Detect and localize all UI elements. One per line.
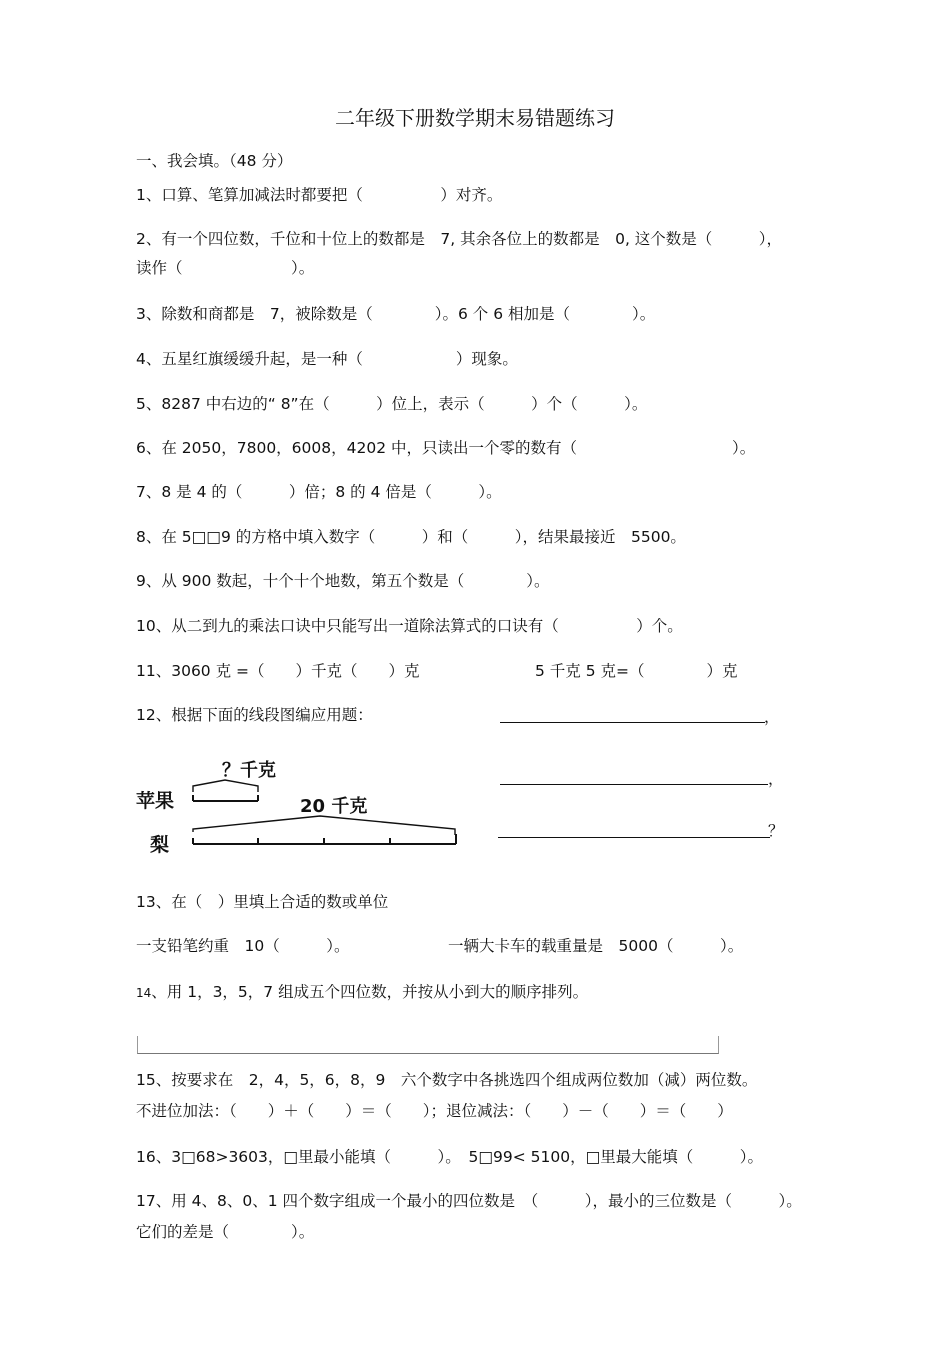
- question-14-number: 14: [136, 986, 152, 1000]
- pear-label: 梨: [150, 834, 170, 856]
- question-11-part-b: 5 千克 5 克=（ ）克: [535, 662, 738, 680]
- section-heading: 一、我会填。（48 分）: [136, 152, 293, 170]
- answer-line-1[interactable]: [500, 722, 765, 723]
- line-segment-diagram: [130, 750, 470, 865]
- apple-brace: [193, 780, 258, 792]
- question-2-line-1: 2、有一个四位数，千位和十位上的数都是 7, 其余各位上的数都是 0, 这个数是（ ），: [136, 230, 783, 248]
- question-16: 16、3□68>3603，□里最小能填（ ）。 5□99< 5100，□里最大能填（ ）。: [136, 1148, 764, 1166]
- answer-line-1-comma: ，: [764, 708, 780, 726]
- apple-label: 苹果: [136, 790, 175, 812]
- question-2-line-2: 读作（ ）。: [136, 259, 315, 277]
- apple-segment: [193, 795, 258, 801]
- question-1: 1、口算、笔算加减法时都要把（ ）对齐。: [136, 186, 503, 204]
- question-9: 9、从 900 数起，十个十个地数，第五个数是（ ）。: [136, 572, 550, 590]
- page-title: 二年级下册数学期末易错题练习: [335, 106, 615, 130]
- question-4: 4、五星红旗缓缓升起，是一种（ ）现象。: [136, 350, 518, 368]
- question-3: 3、除数和商都是 7，被除数是（ ）。6 个 6 相加是（ ）。: [136, 305, 656, 323]
- question-13-part-b: 一辆大卡车的载重量是 5000（ ）。: [448, 937, 744, 955]
- question-7: 7、8 是 4 的（ ）倍；8 的 4 倍是（ ）。: [136, 483, 502, 501]
- pear-weight-label: 20 千克: [300, 796, 368, 817]
- question-17-line-1: 17、用 4、8、0、1 四个数字组成一个最小的四位数是 （ ），最小的三位数是（ ）。: [136, 1192, 802, 1210]
- answer-line-2[interactable]: [500, 784, 768, 785]
- question-10: 10、从二到九的乘法口诀中只能写出一道除法算式的口诀有（ ）个。: [136, 617, 683, 635]
- answer-line-2-comma: ，: [768, 770, 784, 788]
- question-15-line-1: 15、按要求在 2，4，5，6，8，9 六个数字中各挑选四个组成两位数加（减）两位数。: [136, 1071, 758, 1089]
- question-11-part-a: 11、3060 克 =（ ）千克（ ）克: [136, 662, 420, 680]
- question-14: [136, 981, 588, 1004]
- question-17-line-2: 它们的差是（ ）。: [136, 1223, 315, 1241]
- pear-brace: [193, 816, 455, 835]
- question-14-answer-area[interactable]: [137, 1036, 719, 1054]
- question-12: 12、根据下面的线段图编应用题：: [136, 706, 373, 724]
- question-6: 6、在 2050，7800，6008，4202 中，只读出一个零的数有（ ）。: [136, 439, 756, 457]
- question-13-part-a: 一支铅笔约重 10（ ）。: [136, 937, 350, 955]
- apple-weight-label: ？千克: [222, 760, 276, 781]
- answer-line-3-question-mark: ？: [768, 822, 784, 840]
- question-8: 8、在 5□□9 的方格中填入数字（ ）和（ ），结果最接近 5500。: [136, 528, 686, 546]
- question-15-line-2: 不进位加法：（ ）＋（ ）＝（ ）；退位减法：（ ）－（ ）＝（ ）: [136, 1102, 733, 1120]
- pear-segment: [193, 834, 456, 844]
- question-13: 13、在（ ）里填上合适的数或单位: [136, 893, 389, 911]
- answer-line-3[interactable]: [498, 837, 770, 838]
- question-14-text: 、用 1，3，5，7 组成五个四位数，并按从小到大的顺序排列。: [151, 983, 589, 1001]
- question-5: 5、8287 中右边的“ 8”在（ ）位上，表示（ ）个（ ）。: [136, 395, 648, 413]
